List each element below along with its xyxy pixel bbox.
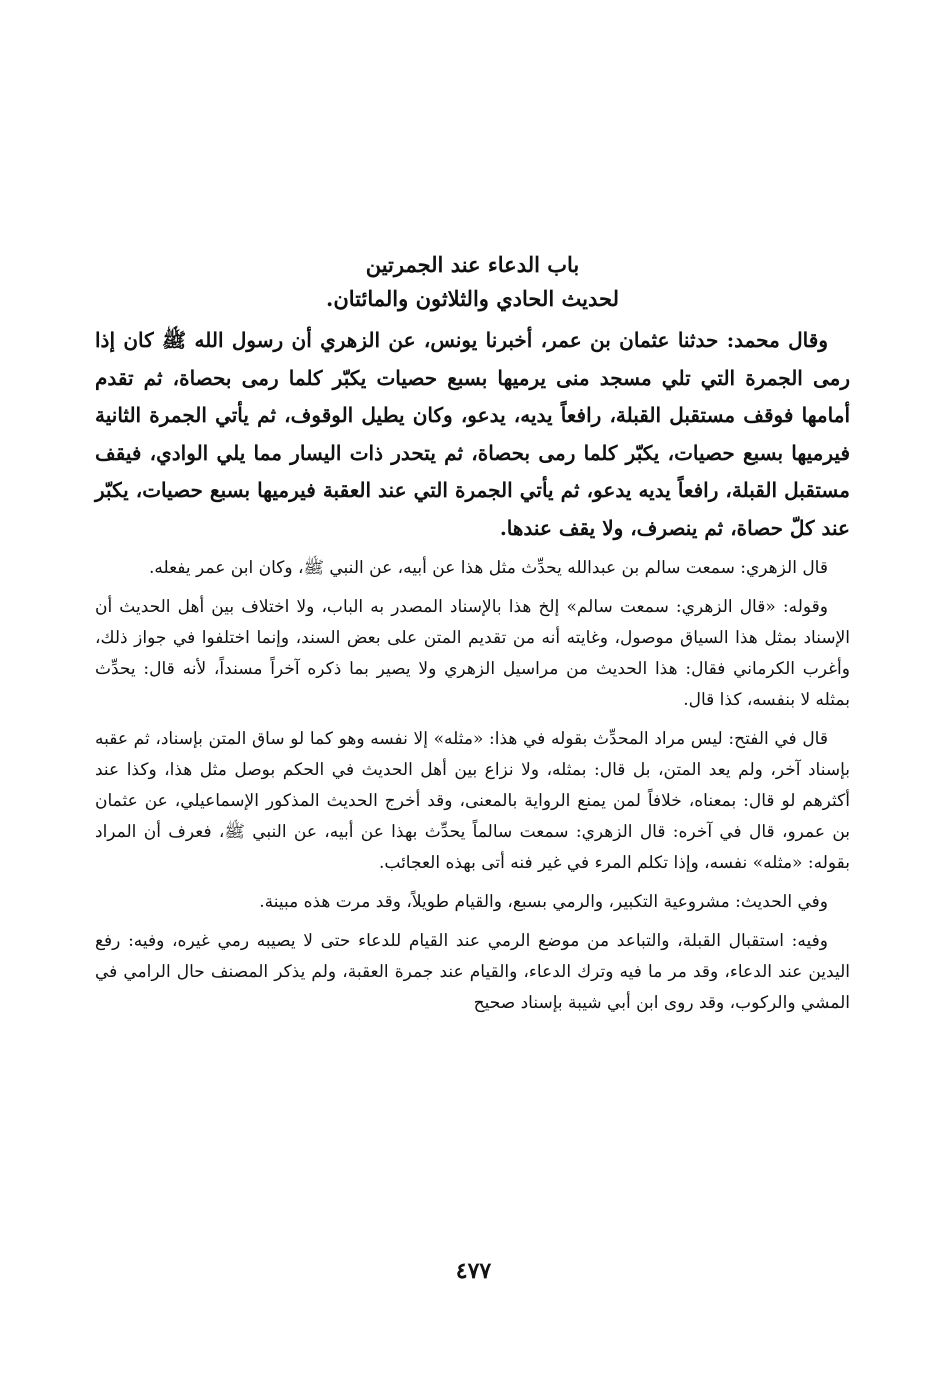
- commentary-paragraph-3: قال في الفتح: ليس مراد المحدِّث بقوله في هذا: «مثله» إلا نفسه وهو كما لو ساق المتن بإسناد، ثم عقبه بإسناد آخر، ولم يعد المتن، بل قال: بمثله، ولا نزاع بين أهل الحديث في الحكم بوصل مثل هذا، وكذا عند أكثرهم لو قال: بمعناه، خلافاً لمن يمنع الرواية بالمعنى، وقد أخرج الحديث المذكور الإسماعيلي، عن عثمان بن عمرو، قال في آخره: قال الزهري: سمعت سالماً يحدِّث بهذا عن أبيه، عن النبي ﷺ، فعرف أن المراد بقوله: «مثله» نفسه، وإذا تكلم المرء في غير فنه أتى بهذه العجائب.: [95, 729, 850, 873]
- hadith-text: وقال محمد: حدثنا عثمان بن عمر، أخبرنا يونس، عن الزهري أن رسول الله ﷺ كان إذا رمى الجمرة التي تلي مسجد منى يرميها بسبع حصيات يكبّر كلما رمى بحصاة، ثم تقدم أمامها فوقف مستقبل القبلة، رافعاً يديه، يدعو، وكان يطيل الوقوف، ثم يأتي الجمرة الثانية فيرميها بسبع حصيات، يكبّر كلما رمى بحصاة، ثم يتحدر ذات اليسار مما يلي الوادي، فيقف مستقبل القبلة، رافعاً يديه يدعو، ثم يأتي الجمرة التي عند العقبة فيرميها بسبع حصيات، يكبّر عند كلّ حصاة، ثم ينصرف، ولا يقف عندها.: [95, 328, 850, 540]
- commentary-paragraph-1: قال الزهري: سمعت سالم بن عبدالله يحدِّث مثل هذا عن أبيه، عن النبي ﷺ، وكان ابن عمر يفعله.: [148, 558, 828, 578]
- hadith-title: لحديث الحادي والثلاثون والمائتان.: [326, 286, 619, 311]
- page-number: ٤٧٧: [455, 1258, 492, 1284]
- commentary-paragraph-2: وقوله: «قال الزهري: سمعت سالم» إلخ هذا بالإسناد المصدر به الباب، ولا اختلاف بين أهل الحديث أن الإسناد بمثل هذا السياق موصول، وغايته أنه من تقديم المتن على بعض السند، وإنما اختلفوا في جواز ذلك، وأغرب الكرماني فقال: هذا الحديث من مراسيل الزهري ولا يصير بما ذكره آخراً مسنداً، لأنه قال: يحدِّث بمثله لا بنفسه، كذا قال.: [95, 597, 850, 710]
- page-body: [95, 248, 850, 1027]
- commentary-paragraph-5: وفيه: استقبال القبلة، والتباعد من موضع الرمي عند القيام للدعاء حتى لا يصيبه رمي غيره، وفيه: رفع اليدين عند الدعاء، وقد مر ما فيه وترك الدعاء، والقيام عند جمرة العقبة، ولم يذكر المصنف حال الرامي في المشي والركوب، وقد روى ابن أبي شيبة بإسناد صحيح: [95, 931, 850, 1013]
- commentary-paragraph-4: وفي الحديث: مشروعية التكبير، والرمي بسبع، والقيام طويلاً، وقد مرت هذه مبينة.: [259, 892, 828, 912]
- chapter-title: باب الدعاء عند الجمرتين: [365, 252, 580, 277]
